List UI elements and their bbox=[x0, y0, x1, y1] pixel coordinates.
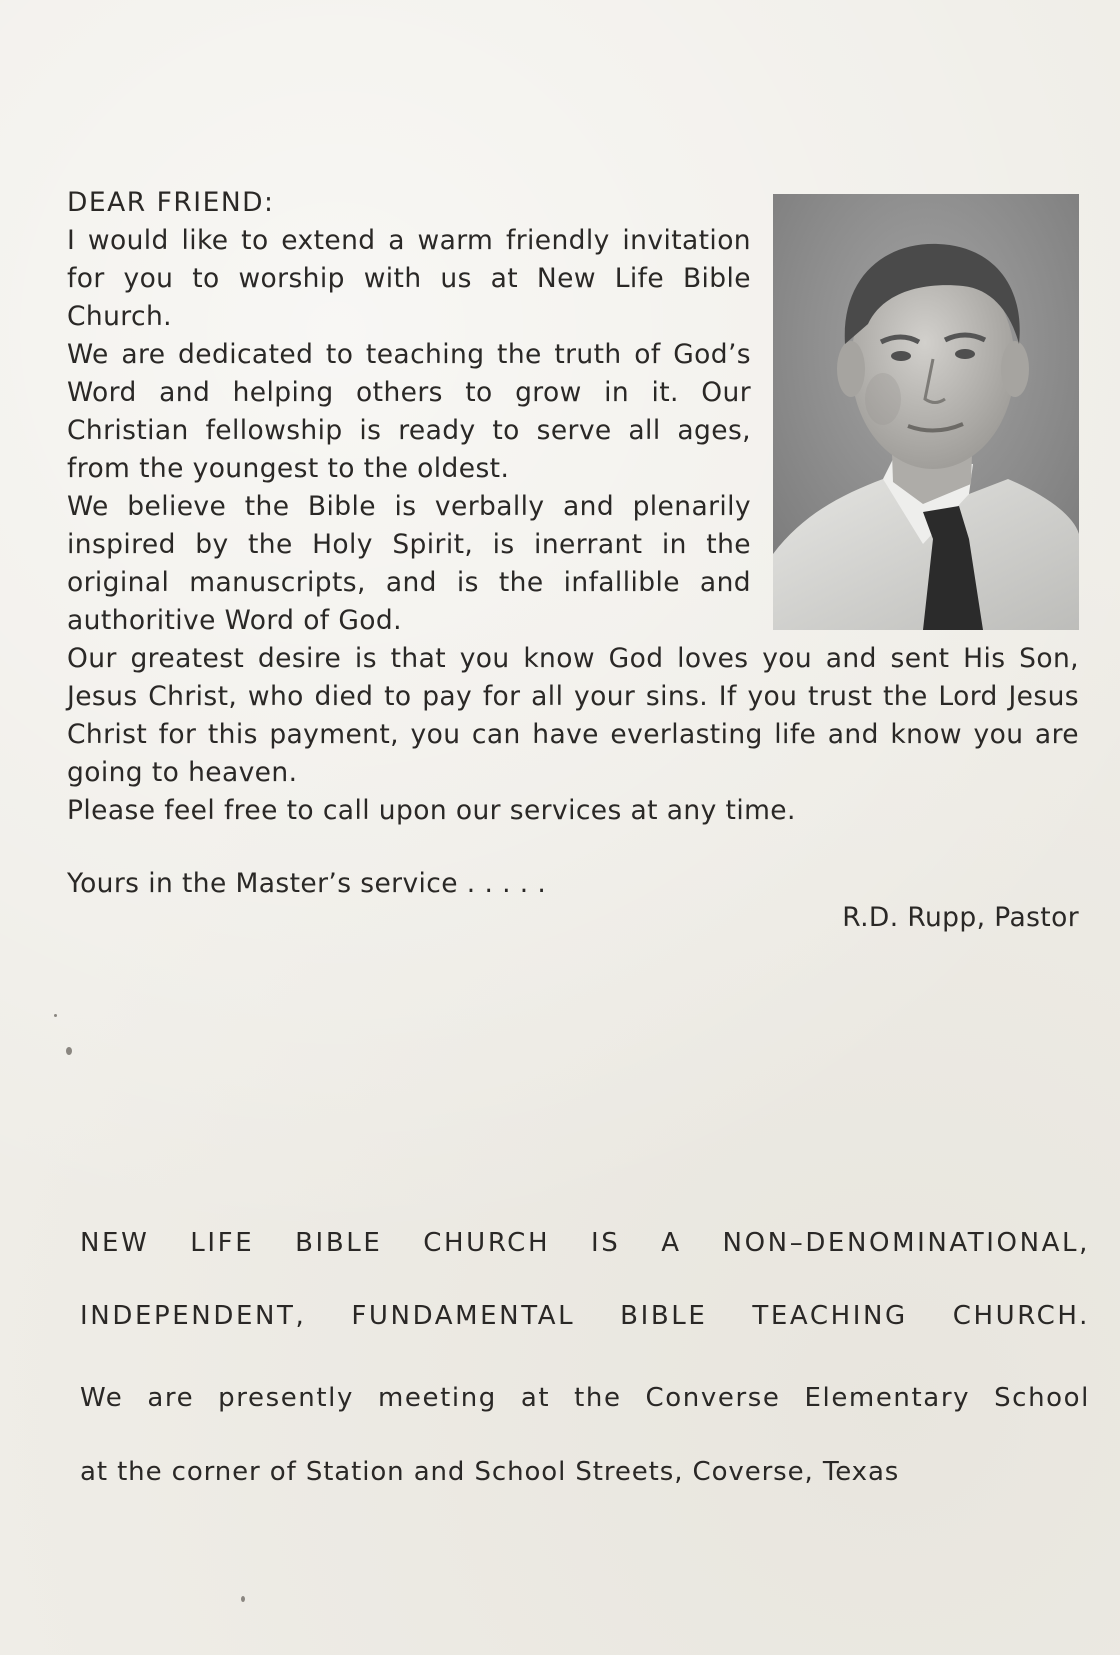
letter-body bbox=[67, 184, 1079, 937]
pastor-photo bbox=[773, 194, 1079, 630]
letter-paragraph: Please feel free to call upon our services at any time. bbox=[67, 795, 796, 826]
paper-speck bbox=[241, 1596, 245, 1602]
letter-paragraph: We believe the Bible is verbally and plenarily inspired by the Holy Spirit, is inerrant in the original manuscripts, and is the infallible and authoritive Word of God. bbox=[67, 491, 751, 636]
ear-left bbox=[837, 341, 865, 397]
cheek-shadow bbox=[865, 373, 901, 425]
paper-speck bbox=[66, 1047, 72, 1055]
eye-left bbox=[891, 351, 911, 361]
letter-paragraph: I would like to extend a warm friendly invitation for you to worship with us at New Life Bible Church. bbox=[67, 225, 751, 332]
salutation: DEAR FRIEND: bbox=[67, 187, 275, 218]
meeting-location-line-1: We are presently meeting at the Converse Elementary School bbox=[80, 1383, 1090, 1413]
church-statement-line-1: NEW LIFE BIBLE CHURCH IS A NON–DENOMINATIONAL, bbox=[80, 1228, 1090, 1258]
paper-speck bbox=[54, 1014, 57, 1017]
letter-paragraph: We are dedicated to teaching the truth of God’s Word and helping others to grow in it. Our Christian fellowship is ready to serve all ages, from the youngest to the oldest. bbox=[67, 339, 751, 484]
ear-right bbox=[1001, 341, 1029, 397]
meeting-location-line-2: at the corner of Station and School Streets, Coverse, Texas bbox=[80, 1457, 900, 1487]
eye-right bbox=[955, 349, 975, 359]
letter-paragraph: Our greatest desire is that you know God loves you and sent His Son, Jesus Christ, who died to pay for all your sins. If you trust the Lord Jesus Christ for this payment, you can have everlasting life and know you are going to heaven. bbox=[67, 643, 1079, 788]
church-statement-line-2: INDEPENDENT, FUNDAMENTAL BIBLE TEACHING CHURCH. bbox=[80, 1301, 1090, 1331]
pastor-portrait-image bbox=[773, 194, 1079, 630]
closing-line: Yours in the Master’s service . . . . . bbox=[67, 868, 547, 899]
pastor-signature: R.D. Rupp, Pastor bbox=[842, 902, 1079, 933]
